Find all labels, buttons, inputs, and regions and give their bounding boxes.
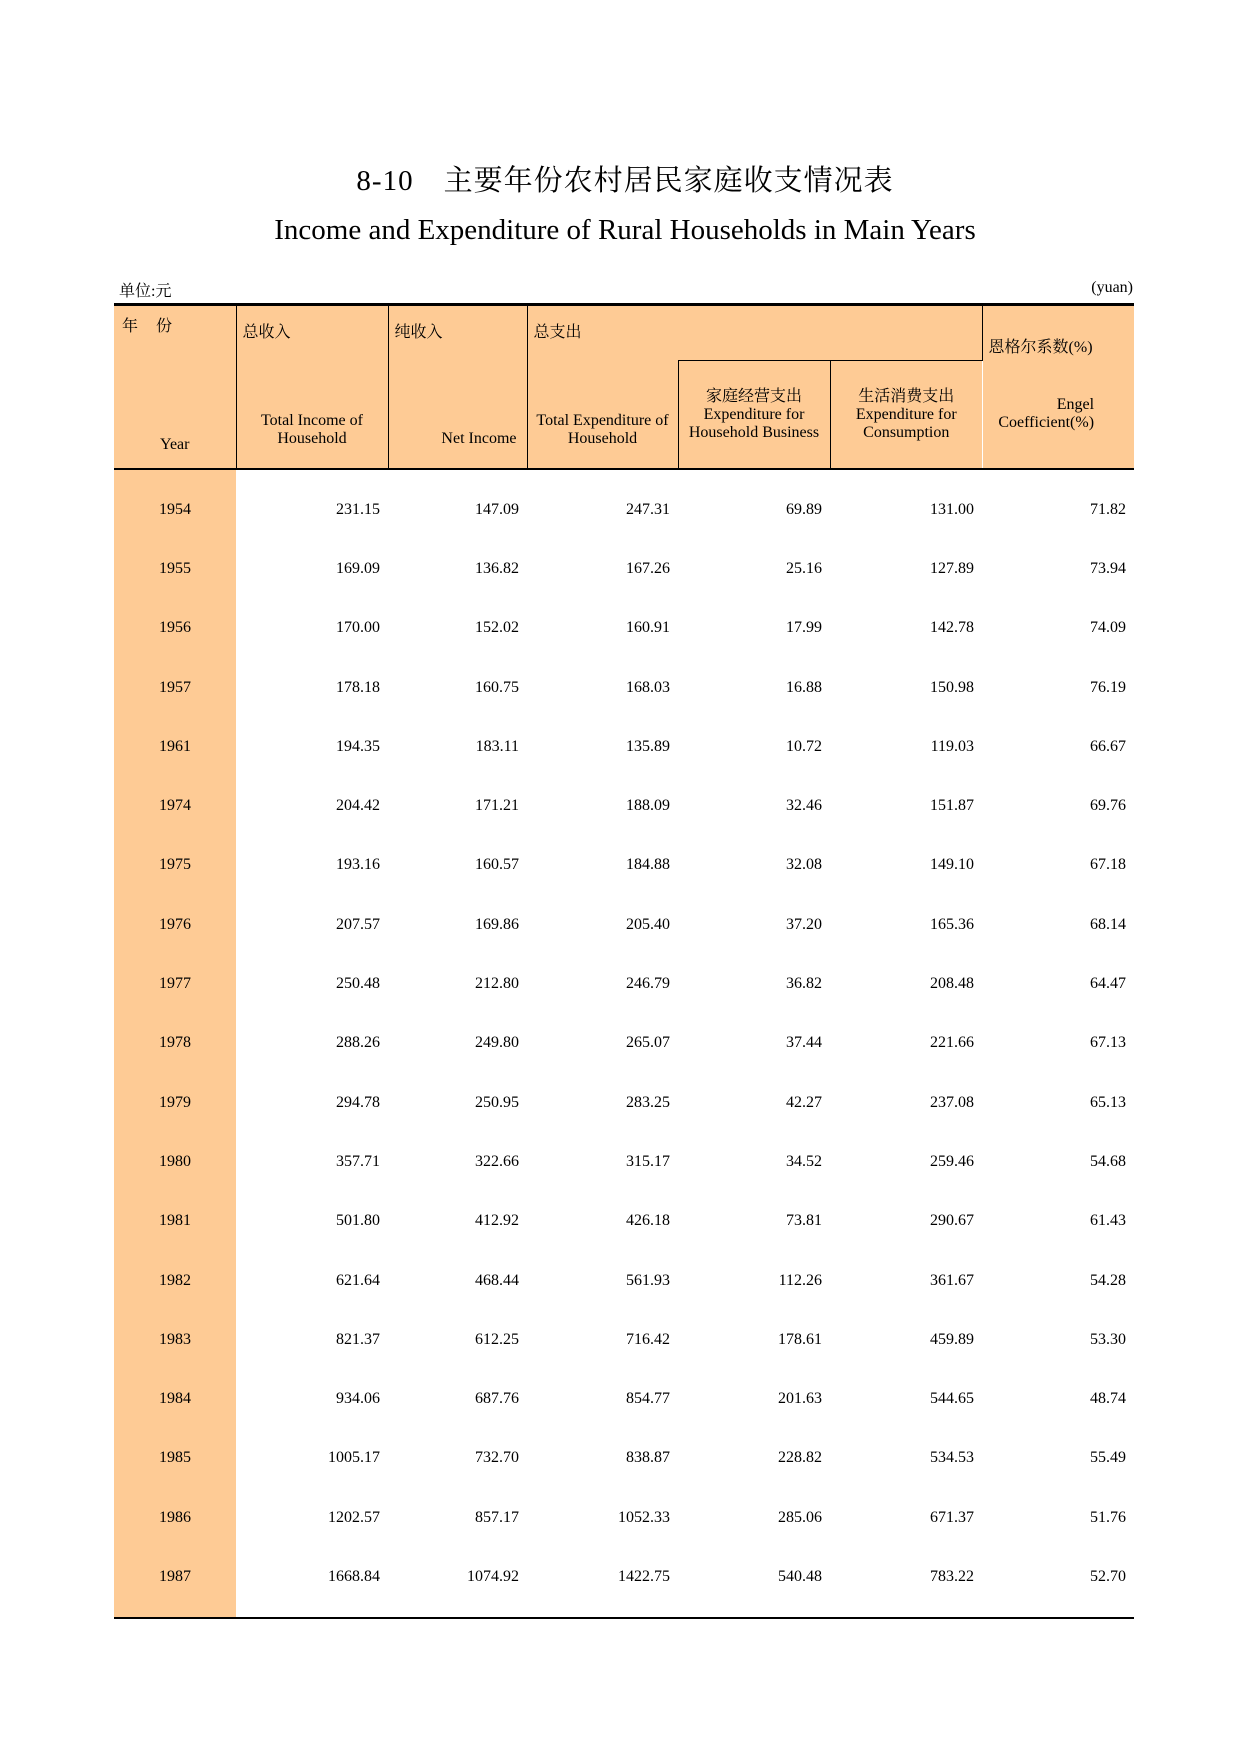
table-row <box>114 1192 1134 1251</box>
cell-business-expenditure: 178.61 <box>778 1330 822 1348</box>
cell-consumption-expenditure: 149.10 <box>930 856 975 874</box>
table-spacer-row <box>114 1607 1134 1618</box>
cell-net-income: 412.92 <box>475 1212 519 1230</box>
cell-total-expenditure: 135.89 <box>626 737 670 755</box>
cell-total-income: 250.48 <box>336 975 380 993</box>
cell-engel-coefficient: 48.74 <box>1090 1390 1127 1408</box>
table-row <box>114 658 1134 717</box>
page-title-cn: 8-10 主要年份农村居民家庭收支情况表 <box>356 165 894 197</box>
cell-net-income: 136.82 <box>475 559 519 577</box>
cell-total-income: 934.06 <box>336 1390 380 1408</box>
header-engel-cn: 恩格尔系数(%) <box>988 339 1093 356</box>
cell-business-expenditure: 17.99 <box>786 619 822 637</box>
header-consumption-cn: 生活消费支出 <box>858 387 955 405</box>
cell-engel-coefficient: 67.13 <box>1090 1034 1127 1052</box>
table-row <box>114 895 1134 954</box>
cell-engel-coefficient: 54.68 <box>1090 1152 1127 1170</box>
cell-engel-coefficient: 55.49 <box>1090 1449 1127 1467</box>
cell-engel-coefficient: 69.76 <box>1090 797 1127 815</box>
cell-business-expenditure: 42.27 <box>786 1093 822 1111</box>
cell-engel-coefficient: 68.14 <box>1090 915 1127 933</box>
table-row <box>114 1369 1134 1428</box>
header-total-expenditure <box>527 361 678 470</box>
cell-consumption-expenditure: 459.89 <box>930 1330 975 1348</box>
cell-net-income: 857.17 <box>475 1508 519 1526</box>
cell-net-income: 169.86 <box>475 915 519 933</box>
cell-engel-coefficient: 65.13 <box>1090 1093 1127 1111</box>
cell-total-income: 1202.57 <box>328 1508 380 1526</box>
cell-engel-coefficient: 52.70 <box>1090 1567 1127 1585</box>
cell-total-expenditure: 160.91 <box>626 619 670 637</box>
cell-year: 1957 <box>114 658 236 717</box>
table-row <box>114 776 1134 835</box>
cell-total-expenditure: 716.42 <box>626 1330 670 1348</box>
cell-business-expenditure: 285.06 <box>778 1508 822 1526</box>
cell-business-expenditure: 69.89 <box>786 500 822 518</box>
table-row <box>114 599 1134 658</box>
table-body <box>114 469 1134 1618</box>
cell-business-expenditure: 36.82 <box>786 975 822 993</box>
cell-consumption-expenditure: 208.48 <box>930 975 975 993</box>
cell-total-expenditure: 167.26 <box>626 559 670 577</box>
cell-year: 1987 <box>114 1547 236 1606</box>
cell-net-income: 152.02 <box>475 619 519 637</box>
cell-total-expenditure: 838.87 <box>626 1449 670 1467</box>
header-total-expenditure-en: Total Expenditure of Household <box>536 412 669 447</box>
table-row <box>114 1132 1134 1191</box>
table-row <box>114 836 1134 895</box>
cell-total-income: 169.09 <box>336 559 380 577</box>
cell-business-expenditure: 16.88 <box>786 678 822 696</box>
cell-net-income: 212.80 <box>475 975 519 993</box>
header-consumption-en: Expenditure for Consumption <box>855 405 957 441</box>
cell-engel-coefficient: 53.30 <box>1090 1330 1127 1348</box>
cell-business-expenditure: 37.20 <box>786 915 822 933</box>
cell-consumption-expenditure: 259.46 <box>930 1152 975 1170</box>
cell-business-expenditure: 228.82 <box>778 1449 822 1467</box>
cell-year: 1979 <box>114 1073 236 1132</box>
cell-year: 1956 <box>114 599 236 658</box>
cell-total-income: 178.18 <box>336 678 380 696</box>
header-business-cn: 家庭经营支出 <box>705 387 802 405</box>
cell-year: 1975 <box>114 836 236 895</box>
income-expenditure-table-container <box>114 303 1134 1619</box>
table-row <box>114 480 1134 539</box>
cell-consumption-expenditure: 237.08 <box>930 1093 975 1111</box>
cell-engel-coefficient: 61.43 <box>1090 1212 1127 1230</box>
header-year-en: Year <box>160 436 190 453</box>
cell-total-income: 357.71 <box>336 1152 380 1170</box>
cell-consumption-expenditure: 150.98 <box>930 678 975 696</box>
header-engel-en: Engel Coefficient(%) <box>998 396 1095 431</box>
table-row <box>114 1310 1134 1369</box>
cell-total-expenditure: 426.18 <box>626 1212 670 1230</box>
cell-total-expenditure: 561.93 <box>626 1271 670 1289</box>
header-total-expenditure-cn: 总支出 <box>533 324 582 341</box>
cell-year: 1977 <box>114 954 236 1013</box>
cell-total-income: 194.35 <box>336 737 380 755</box>
cell-year: 1974 <box>114 776 236 835</box>
cell-total-income: 1005.17 <box>328 1449 380 1467</box>
cell-total-income: 231.15 <box>336 500 380 518</box>
cell-consumption-expenditure: 783.22 <box>930 1567 975 1585</box>
cell-net-income: 322.66 <box>475 1152 519 1170</box>
table-row <box>114 1488 1134 1547</box>
cell-engel-coefficient: 64.47 <box>1090 975 1127 993</box>
header-total-income-cn: 总收入 <box>242 324 291 341</box>
cell-business-expenditure: 201.63 <box>778 1390 822 1408</box>
header-year-cn: 年 份 <box>122 318 174 335</box>
cell-total-expenditure: 854.77 <box>626 1390 670 1408</box>
cell-year: 1980 <box>114 1132 236 1191</box>
cell-business-expenditure: 540.48 <box>778 1567 822 1585</box>
cell-total-income: 294.78 <box>336 1093 380 1111</box>
header-business-expenditure <box>678 361 830 470</box>
cell-engel-coefficient: 54.28 <box>1090 1271 1127 1289</box>
cell-total-expenditure: 168.03 <box>626 678 670 696</box>
cell-total-expenditure: 184.88 <box>626 856 670 874</box>
header-year <box>114 305 236 470</box>
cell-consumption-expenditure: 131.00 <box>930 500 975 518</box>
cell-year: 1982 <box>114 1251 236 1310</box>
cell-total-expenditure: 188.09 <box>626 797 670 815</box>
cell-net-income: 612.25 <box>475 1330 519 1348</box>
cell-engel-coefficient: 71.82 <box>1090 500 1127 518</box>
cell-net-income: 687.76 <box>475 1390 519 1408</box>
header-net-income-cn: 纯收入 <box>394 324 443 341</box>
cell-year: 1984 <box>114 1369 236 1428</box>
cell-consumption-expenditure: 151.87 <box>930 797 975 815</box>
cell-consumption-expenditure: 165.36 <box>930 915 975 933</box>
table-spacer-row <box>114 469 1134 480</box>
cell-year: 1983 <box>114 1310 236 1369</box>
cell-total-expenditure: 205.40 <box>626 915 670 933</box>
page-title-en: Income and Expenditure of Rural Households in Main Years <box>274 214 976 246</box>
cell-net-income: 249.80 <box>475 1034 519 1052</box>
cell-business-expenditure: 32.08 <box>786 856 822 874</box>
cell-business-expenditure: 10.72 <box>786 737 822 755</box>
cell-total-expenditure: 246.79 <box>626 975 670 993</box>
table-row <box>114 1014 1134 1073</box>
header-total-income-en: Total Income of Household <box>261 412 363 447</box>
unit-label-cn: 单位:元 <box>119 283 172 300</box>
header-consumption-expenditure <box>830 361 982 470</box>
cell-total-expenditure: 283.25 <box>626 1093 670 1111</box>
cell-consumption-expenditure: 534.53 <box>930 1449 975 1467</box>
cell-consumption-expenditure: 221.66 <box>930 1034 975 1052</box>
cell-engel-coefficient: 74.09 <box>1090 619 1127 637</box>
cell-business-expenditure: 25.16 <box>786 559 822 577</box>
cell-net-income: 732.70 <box>475 1449 519 1467</box>
table-row <box>114 1251 1134 1310</box>
cell-net-income: 468.44 <box>475 1271 519 1289</box>
cell-year: 1976 <box>114 895 236 954</box>
cell-total-income: 501.80 <box>336 1212 380 1230</box>
cell-engel-coefficient: 51.76 <box>1090 1508 1127 1526</box>
cell-total-income: 170.00 <box>336 619 380 637</box>
cell-year: 1955 <box>114 539 236 598</box>
cell-business-expenditure: 73.81 <box>786 1212 822 1230</box>
header-total-expenditure-group <box>527 305 982 361</box>
cell-year: 1978 <box>114 1014 236 1073</box>
cell-total-income: 207.57 <box>336 915 380 933</box>
cell-consumption-expenditure: 290.67 <box>930 1212 975 1230</box>
cell-total-income: 821.37 <box>336 1330 380 1348</box>
cell-consumption-expenditure: 142.78 <box>930 619 975 637</box>
cell-net-income: 171.21 <box>475 797 519 815</box>
header-engel <box>982 305 1134 470</box>
cell-business-expenditure: 112.26 <box>778 1271 822 1289</box>
cell-year: 1985 <box>114 1429 236 1488</box>
cell-net-income: 183.11 <box>475 737 519 755</box>
cell-total-income: 204.42 <box>336 797 380 815</box>
header-business-en: Expenditure for Household Business <box>688 405 820 441</box>
header-net-income <box>388 305 527 470</box>
cell-year: 1986 <box>114 1488 236 1547</box>
cell-net-income: 160.57 <box>475 856 519 874</box>
cell-total-expenditure: 247.31 <box>626 500 670 518</box>
cell-consumption-expenditure: 361.67 <box>930 1271 975 1289</box>
cell-consumption-expenditure: 671.37 <box>930 1508 975 1526</box>
cell-total-income: 621.64 <box>336 1271 380 1289</box>
cell-total-income: 193.16 <box>336 856 380 874</box>
cell-engel-coefficient: 66.67 <box>1090 737 1127 755</box>
cell-total-expenditure: 315.17 <box>626 1152 670 1170</box>
cell-consumption-expenditure: 544.65 <box>930 1390 975 1408</box>
cell-total-expenditure: 265.07 <box>626 1034 670 1052</box>
cell-net-income: 160.75 <box>475 678 519 696</box>
cell-net-income: 147.09 <box>475 500 519 518</box>
header-net-income-en: Net Income <box>441 430 517 447</box>
cell-net-income: 250.95 <box>475 1093 519 1111</box>
cell-engel-coefficient: 67.18 <box>1090 856 1127 874</box>
cell-year: 1981 <box>114 1192 236 1251</box>
cell-total-income: 288.26 <box>336 1034 380 1052</box>
cell-engel-coefficient: 73.94 <box>1090 559 1127 577</box>
cell-business-expenditure: 32.46 <box>786 797 822 815</box>
unit-label-en: (yuan) <box>1091 279 1133 296</box>
cell-business-expenditure: 37.44 <box>786 1034 822 1052</box>
table-row <box>114 954 1134 1013</box>
cell-year: 1954 <box>114 480 236 539</box>
cell-year: 1961 <box>114 717 236 776</box>
cell-net-income: 1074.92 <box>467 1567 519 1585</box>
table-row <box>114 717 1134 776</box>
table-row <box>114 1429 1134 1488</box>
cell-total-expenditure: 1052.33 <box>618 1508 670 1526</box>
cell-total-expenditure: 1422.75 <box>618 1567 670 1585</box>
cell-consumption-expenditure: 119.03 <box>930 737 975 755</box>
table-row <box>114 1547 1134 1606</box>
table-row <box>114 1073 1134 1132</box>
table-row <box>114 539 1134 598</box>
income-expenditure-table <box>114 303 1134 1619</box>
table-header <box>114 305 1134 470</box>
cell-consumption-expenditure: 127.89 <box>930 559 975 577</box>
cell-engel-coefficient: 76.19 <box>1090 678 1127 696</box>
cell-business-expenditure: 34.52 <box>786 1152 822 1170</box>
header-total-income <box>236 305 388 470</box>
cell-total-income: 1668.84 <box>328 1567 380 1585</box>
